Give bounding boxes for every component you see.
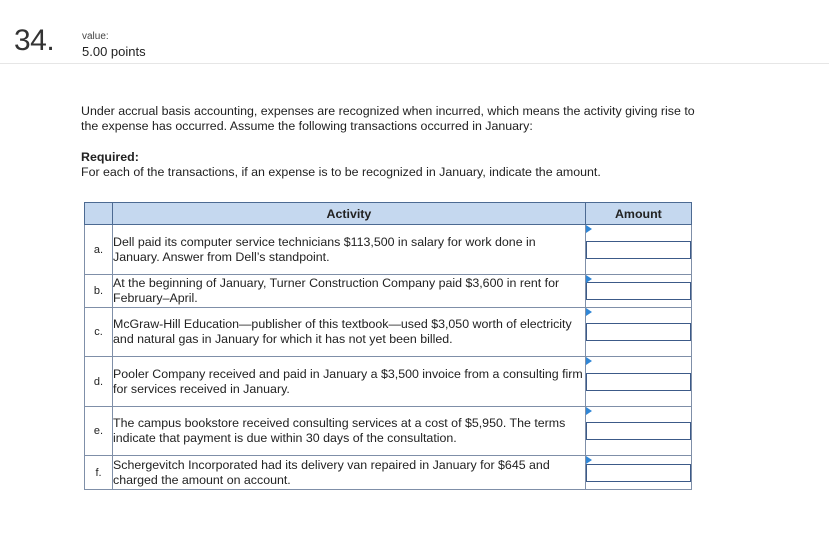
- amount-cell: [585, 357, 691, 407]
- table-row: [85, 308, 692, 357]
- amount-input-e[interactable]: [586, 422, 691, 440]
- amount-input-d[interactable]: [586, 373, 691, 391]
- header-letter: [85, 203, 113, 225]
- table-row: [85, 275, 692, 308]
- row-activity: Pooler Company received and paid in January a $3,500 invoice from a consulting firm for services received in January.: [113, 357, 586, 407]
- flag-icon: [586, 456, 592, 464]
- amount-input-a[interactable]: [586, 241, 691, 259]
- question-points: 5.00 points: [82, 44, 146, 59]
- amount-cell: [585, 308, 691, 357]
- row-letter: b.: [85, 275, 113, 308]
- flag-icon: [586, 407, 592, 415]
- row-activity: Dell paid its computer service technicians $113,500 in salary for work done in January. Answer from Dell’s standpoint.: [113, 225, 586, 275]
- flag-icon: [586, 357, 592, 365]
- header-amount: Amount: [585, 203, 691, 225]
- table-header-row: [85, 203, 692, 225]
- amount-cell: [585, 275, 691, 308]
- row-activity: At the beginning of January, Turner Construction Company paid $3,600 in rent for February–April.: [113, 275, 586, 308]
- table-row: [85, 456, 692, 490]
- table-row: [85, 357, 692, 407]
- row-letter: d.: [85, 357, 113, 407]
- question-number: 34.: [14, 24, 55, 57]
- table-row: [85, 407, 692, 456]
- flag-icon: [586, 308, 592, 316]
- row-activity: Schergevitch Incorporated had its delivery van repaired in January for $645 and charged the amount on account.: [113, 456, 586, 490]
- row-activity: The campus bookstore received consulting services at a cost of $5,950. The terms indicate that payment is due within 30 days of the consultation.: [113, 407, 586, 456]
- flag-icon: [586, 225, 592, 233]
- value-label: value:: [82, 31, 109, 42]
- table-row: [85, 225, 692, 275]
- question-intro: Under accrual basis accounting, expenses are recognized when incurred, which means the activity giving rise to the expense has occurred. Assume the following transactions occurred in January:: [81, 104, 695, 133]
- transactions-table: [84, 202, 692, 490]
- header-activity: Activity: [113, 203, 586, 225]
- amount-cell: [585, 456, 691, 490]
- row-letter: c.: [85, 308, 113, 357]
- amount-input-b[interactable]: [586, 282, 691, 300]
- amount-input-c[interactable]: [586, 323, 691, 341]
- required-text: For each of the transactions, if an expense is to be recognized in January, indicate the amount.: [81, 165, 601, 179]
- row-activity: McGraw-Hill Education—publisher of this textbook—used $3,050 worth of electricity and natural gas in January for which it has not yet been billed.: [113, 308, 586, 357]
- divider: [0, 63, 829, 64]
- flag-icon: [586, 275, 592, 283]
- amount-cell: [585, 407, 691, 456]
- amount-cell: [585, 225, 691, 275]
- amount-input-f[interactable]: [586, 464, 691, 482]
- row-letter: a.: [85, 225, 113, 275]
- row-letter: e.: [85, 407, 113, 456]
- row-letter: f.: [85, 456, 113, 490]
- required-title: Required:: [81, 150, 139, 164]
